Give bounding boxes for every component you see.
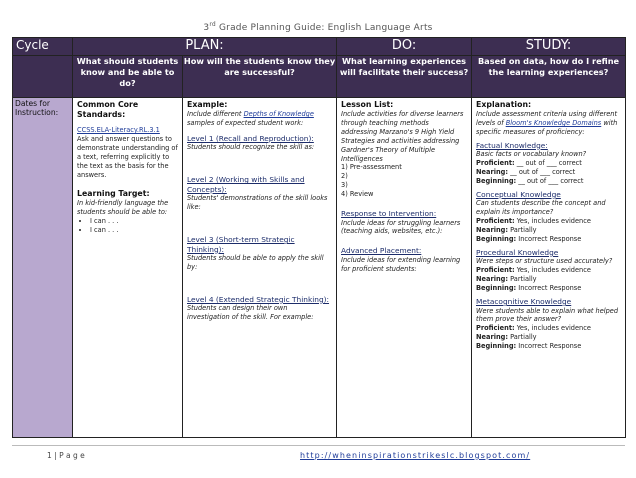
factual-question: Basic facts or vocabulary known? — [476, 150, 587, 159]
common-core-heading: Common Core Standards: — [77, 100, 139, 119]
level-3-title: Level 3 (Short-term Strategic Thinking): — [187, 235, 295, 254]
dates-for-instruction[interactable]: Dates for Instruction: — [13, 98, 73, 438]
header-do: DO: — [337, 38, 472, 56]
level-4-title: Level 4 (Extended Strategic Thinking): — [187, 294, 330, 304]
rti-text: Include ideas for struggling learners (teaching aids, websites, etc.): — [341, 218, 461, 236]
blooms-domains-link[interactable]: Bloom's Knowledge Domains — [505, 118, 602, 127]
procedural-beginning: Beginning: Incorrect Response — [476, 284, 582, 293]
metacognitive-question: Were students able to explain what helped them prove their answer? — [476, 306, 619, 324]
explanation-intro: Include assessment criteria using different levels of Bloom's Knowledge Domains with specific measures of proficiency: — [476, 110, 618, 136]
header-cycle: Cycle — [13, 38, 73, 56]
subheader-know: What should students know and be able to do? — [73, 56, 183, 98]
lesson-list-cell[interactable] — [337, 98, 472, 438]
advanced-placement-text: Include ideas for extending learning for proficient students: — [341, 255, 461, 273]
metacognitive-beginning: Beginning: Incorrect Response — [476, 342, 582, 351]
blog-url-link[interactable]: http://wheninspirationstrikeslc.blogspot.com/ — [300, 451, 531, 460]
planning-table — [12, 37, 626, 438]
conceptual-beginning: Beginning: Incorrect Response — [476, 234, 582, 243]
header-row — [13, 38, 626, 56]
subheader-experiences: What learning experiences will facilitate their success? — [337, 56, 472, 98]
list-item: • I can . . . — [90, 217, 178, 226]
list-item: 1) Pre-assessment — [341, 163, 402, 172]
standard-text: Ask and answer questions to demonstrate understanding of a text, referring explicitly to the text as the basis for the answers. — [77, 134, 178, 179]
advanced-placement-title: Advanced Placement: — [341, 246, 422, 256]
page-number: 1 | P a g e — [47, 451, 85, 460]
level-1-title: Level 1 (Recall and Reproduction): — [187, 133, 314, 143]
example-cell[interactable] — [183, 98, 337, 438]
procedural-title: Procedural Knowledge — [476, 247, 559, 257]
example-heading: Example: — [187, 100, 228, 109]
factual-title: Factual Knowledge: — [476, 140, 548, 150]
learning-target-heading: Learning Target: — [77, 189, 150, 199]
rti-title: Response to Intervention: — [341, 209, 437, 219]
depths-of-knowledge-link[interactable]: Depths of Knowledge — [243, 110, 314, 118]
conceptual-nearing: Nearing: Partially — [476, 226, 537, 235]
metacognitive-proficient: Proficient: Yes, includes evidence — [476, 324, 591, 333]
i-can-list — [77, 217, 178, 235]
list-item: 4) Review — [341, 190, 374, 199]
procedural-proficient: Proficient: Yes, includes evidence — [476, 266, 591, 275]
example-intro: Include different Depths of Knowledge samples of expected student work: — [187, 110, 314, 127]
conceptual-title: Conceptual Knowledge — [476, 189, 561, 199]
ccss-link[interactable]: CCSS.ELA-Literacy.RL.3.1 — [77, 126, 160, 134]
standards-cell[interactable] — [73, 98, 183, 438]
metacognitive-title: Metacognitive Knowledge — [476, 297, 572, 306]
list-item: • I can . . . — [90, 226, 178, 235]
level-3-text: Students should be able to apply the skill by: — [187, 254, 324, 271]
explanation-heading: Explanation: — [476, 100, 532, 109]
factual-proficient: Proficient: __ out of ___ correct — [476, 159, 582, 168]
level-2-text: Students' demonstrations of the skill looks like: — [187, 194, 328, 212]
content-row — [13, 98, 626, 438]
level-2-title: Level 2 (Working with Skills and Concepts): — [187, 175, 305, 194]
procedural-question: Were steps or structure used accurately? — [476, 257, 613, 266]
header-plan: PLAN: — [73, 38, 337, 56]
lesson-list-heading: Lesson List: — [341, 100, 394, 109]
subheader-refine: Based on data, how do I refine the learning experiences? — [472, 56, 626, 98]
metacognitive-nearing: Nearing: Partially — [476, 333, 537, 342]
conceptual-question: Can students describe the concept and explain its importance? — [476, 199, 606, 217]
factual-beginning: Beginning: __ out of ___ correct — [476, 176, 584, 185]
learning-target-text: In kid-friendly language the students should be able to: — [77, 199, 169, 217]
subheader-row — [13, 56, 626, 98]
factual-nearing: Nearing: __ out of ___ correct — [476, 168, 576, 177]
procedural-nearing: Nearing: Partially — [476, 275, 537, 284]
explanation-cell[interactable] — [472, 98, 626, 438]
list-item: 3) — [341, 181, 348, 190]
level-1-text: Students should recognize the skill as: — [187, 143, 315, 152]
subheader-empty — [13, 56, 73, 98]
footer-divider — [12, 445, 625, 446]
list-item: 2) — [341, 172, 348, 181]
subheader-success: How will the students know they are successful? — [183, 56, 337, 98]
document-title: 3rd Grade Planning Guide: English Language Arts — [203, 21, 433, 33]
lesson-list-intro: Include activities for diverse learners through teaching methods addressing Marzano's 9 High Yield Strategies and activities addressing Gardner's Theory of Multiple Intelligences — [341, 110, 464, 163]
level-4-text: Students can design their own investigation of the skill. For example: — [187, 304, 314, 322]
conceptual-proficient: Proficient: Yes, includes evidence — [476, 217, 591, 226]
header-study: STUDY: — [472, 38, 626, 56]
